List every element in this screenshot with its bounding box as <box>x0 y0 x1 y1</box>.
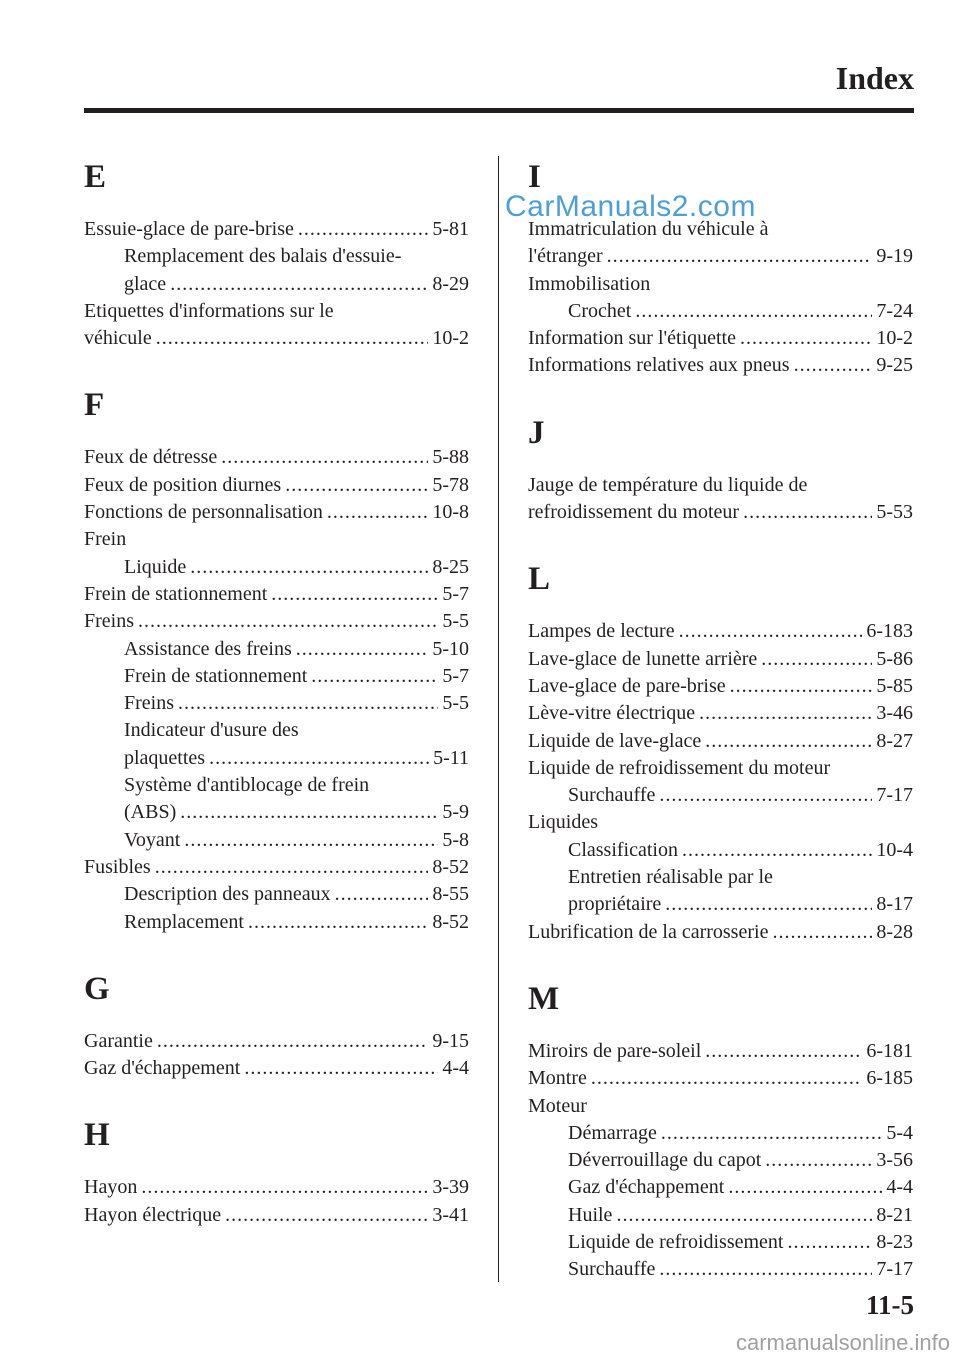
entry-page-ref: 10-4 <box>876 838 913 861</box>
index-subentry <box>84 271 469 298</box>
section-letter: L <box>528 561 551 598</box>
page-title: Index <box>835 60 914 96</box>
entry-text: Assistance des freins <box>124 637 292 660</box>
dot-leader <box>772 919 872 946</box>
index-entry <box>528 728 913 755</box>
entry-page-ref: 8-21 <box>876 1203 913 1226</box>
entry-text: Description des panneaux <box>124 883 331 906</box>
entry-page-ref: 3-41 <box>432 1203 469 1226</box>
dot-leader <box>248 909 428 936</box>
dot-leader <box>141 1174 428 1201</box>
entry-page-ref: 9-25 <box>876 354 913 377</box>
section-letter: J <box>528 414 545 451</box>
index-subentry <box>528 1202 913 1229</box>
entry-page-ref: 8-52 <box>432 910 469 933</box>
index-section-l <box>528 526 913 946</box>
index-entry <box>84 298 469 325</box>
entry-text: Fusibles <box>84 855 151 878</box>
entry-page-ref: 7-17 <box>876 784 913 807</box>
dot-leader <box>679 618 863 645</box>
index-entry <box>84 854 469 881</box>
dot-leader <box>271 581 438 608</box>
index-entry <box>84 581 469 608</box>
entry-page-ref: 5-11 <box>433 746 469 769</box>
index-entry <box>528 243 913 270</box>
entry-page-ref: 8-52 <box>432 855 469 878</box>
index-section-m <box>528 946 913 1284</box>
section-letter: F <box>84 387 105 424</box>
dot-leader <box>178 690 438 717</box>
index-entry <box>84 526 469 553</box>
dot-leader <box>635 298 872 325</box>
entry-text: Déverrouillage du capot <box>568 1149 762 1172</box>
entry-page-ref: 9-19 <box>876 245 913 268</box>
watermark-footer: carmanualsonline.info <box>735 1330 950 1355</box>
dot-leader <box>661 1120 883 1147</box>
index-entry <box>528 755 913 782</box>
dot-leader <box>157 1028 428 1055</box>
entry-text: plaquettes <box>124 746 206 769</box>
dot-leader <box>743 499 872 526</box>
entry-text: Liquide de lave-glace <box>528 729 702 752</box>
entry-page-ref: 4-4 <box>442 1057 469 1080</box>
entry-text: Jauge de température du liquide de <box>528 473 808 496</box>
entry-text: Remplacement <box>124 910 244 933</box>
section-letter: M <box>528 980 560 1017</box>
entry-text: Freins <box>124 692 174 715</box>
index-subentry <box>528 864 913 891</box>
index-entry <box>528 1093 913 1120</box>
dot-leader <box>170 271 428 298</box>
index-entry <box>84 1055 469 1082</box>
index-subentry <box>84 663 469 690</box>
entry-text: Lave-glace de lunette arrière <box>528 647 758 670</box>
index-entry <box>528 673 913 700</box>
index-entry <box>528 271 913 298</box>
dot-leader <box>659 782 872 809</box>
entry-text: Lampes de lecture <box>528 620 675 643</box>
entry-text: Feux de position diurnes <box>84 473 282 496</box>
dot-leader <box>665 891 872 918</box>
dot-leader <box>221 444 428 471</box>
entry-text: Remplacement des balais d'essuie- <box>124 245 402 268</box>
entry-text: Montre <box>528 1067 587 1090</box>
entry-page-ref: 5-5 <box>442 610 469 633</box>
index-entry <box>84 216 469 243</box>
entry-text: Informations relatives aux pneus <box>528 354 790 377</box>
dot-leader <box>298 216 428 243</box>
entry-page-ref: 3-56 <box>876 1149 913 1172</box>
index-subentry <box>84 745 469 772</box>
index-entry <box>528 499 913 526</box>
index-entry <box>84 1028 469 1055</box>
dot-leader <box>794 352 873 379</box>
entry-text: Entretien réalisable par le <box>568 866 773 889</box>
entry-page-ref: 8-25 <box>432 555 469 578</box>
index-subentry <box>528 298 913 325</box>
dot-leader <box>705 728 872 755</box>
entry-page-ref: 3-46 <box>876 702 913 725</box>
index-subentry <box>528 1229 913 1256</box>
section-spacer <box>84 936 469 962</box>
index-subentry <box>84 554 469 581</box>
entry-page-ref: 10-8 <box>432 501 469 524</box>
entry-text: glace <box>124 272 167 295</box>
entry-page-ref: 8-23 <box>876 1231 913 1254</box>
entry-text: Feux de détresse <box>84 446 218 469</box>
index-subentry <box>528 1174 913 1201</box>
dot-leader <box>730 673 873 700</box>
index-subentry <box>84 909 469 936</box>
dot-leader <box>180 799 438 826</box>
index-entry <box>84 444 469 471</box>
entry-text: Gaz d'échappement <box>568 1176 725 1199</box>
entry-text: Freins <box>84 610 134 633</box>
section-letter: E <box>84 159 107 195</box>
dot-leader <box>156 325 429 352</box>
entry-text: Surchauffe <box>568 1258 656 1281</box>
index-entry <box>528 700 913 727</box>
dot-leader <box>591 1065 862 1092</box>
index-subentry <box>528 891 913 918</box>
entry-text: Liquide de refroidissement <box>568 1231 784 1254</box>
page-number: 11-5 <box>865 1290 914 1320</box>
entry-page-ref: 8-55 <box>432 883 469 906</box>
entry-text: véhicule <box>84 327 152 350</box>
entry-text: Immobilisation <box>528 272 651 295</box>
entry-text: Indicateur d'usure des <box>124 719 299 742</box>
dot-leader <box>705 1038 862 1065</box>
entry-text: Liquides <box>528 811 598 834</box>
entry-page-ref: 5-86 <box>876 647 913 670</box>
entry-text: Gaz d'échappement <box>84 1057 241 1080</box>
index-subentry <box>528 1147 913 1174</box>
entry-text: Information sur l'étiquette <box>528 327 736 350</box>
index-subentry <box>84 717 469 744</box>
index-subentry <box>528 1120 913 1147</box>
index-section-f <box>84 352 469 935</box>
entry-text: Crochet <box>568 299 632 322</box>
watermark-logo: CarManuals2.com <box>505 190 756 223</box>
index-entry <box>528 325 913 352</box>
index-entry <box>528 618 913 645</box>
entry-page-ref: 5-5 <box>442 692 469 715</box>
entry-text: Etiquettes d'informations sur le <box>84 299 334 322</box>
entry-page-ref: 5-7 <box>442 582 469 605</box>
section-spacer <box>528 526 913 552</box>
section-spacer <box>528 946 913 972</box>
entry-text: refroidissement du moteur <box>528 501 740 524</box>
index-entry <box>84 325 469 352</box>
dot-leader <box>225 1202 428 1229</box>
dot-leader <box>607 243 873 270</box>
entry-page-ref: 3-39 <box>432 1176 469 1199</box>
entry-page-ref: 6-183 <box>866 620 913 643</box>
index-subentry <box>84 881 469 908</box>
entry-page-ref: 8-17 <box>876 893 913 916</box>
entry-page-ref: 7-17 <box>876 1258 913 1281</box>
dot-leader <box>296 636 429 663</box>
index-entry <box>84 499 469 526</box>
index-entry <box>84 472 469 499</box>
entry-page-ref: 5-81 <box>432 218 469 240</box>
dot-leader <box>285 472 428 499</box>
section-spacer <box>84 352 469 378</box>
entry-page-ref: 8-28 <box>876 920 913 943</box>
dot-leader <box>335 881 429 908</box>
dot-leader <box>311 663 438 690</box>
entry-text: Frein de stationnement <box>84 582 268 605</box>
entry-page-ref: 5-8 <box>442 828 469 851</box>
entry-text: Voyant <box>124 828 181 851</box>
index-subentry <box>84 636 469 663</box>
entry-page-ref: 5-85 <box>876 674 913 697</box>
entry-text: Hayon électrique <box>84 1203 222 1226</box>
entry-text: Garantie <box>84 1029 153 1052</box>
entry-page-ref: 5-7 <box>442 664 469 687</box>
entry-page-ref: 9-15 <box>432 1029 469 1052</box>
entry-page-ref: 5-53 <box>876 501 913 524</box>
entry-page-ref: 4-4 <box>886 1176 913 1199</box>
section-spacer <box>528 380 913 406</box>
entry-page-ref: 5-4 <box>886 1121 913 1144</box>
index-subentry <box>528 782 913 809</box>
entry-text: Liquide <box>124 555 187 578</box>
entry-text: Lave-glace de pare-brise <box>528 674 726 697</box>
entry-text: Surchauffe <box>568 784 656 807</box>
dot-leader <box>740 325 872 352</box>
index-entry <box>528 919 913 946</box>
dot-leader <box>327 499 428 526</box>
index-entry <box>528 352 913 379</box>
index-column-right <box>528 150 913 1284</box>
entry-page-ref: 7-24 <box>876 299 913 322</box>
entry-text: Démarrage <box>568 1121 657 1144</box>
index-subentry <box>528 1256 913 1283</box>
index-subentry <box>84 799 469 826</box>
entry-text: Miroirs de pare-soleil <box>528 1039 702 1062</box>
entry-page-ref: 8-27 <box>876 729 913 752</box>
entry-page-ref: 10-2 <box>432 327 469 350</box>
section-letter: G <box>84 970 110 1007</box>
entry-text: Essuie-glace de pare-brise <box>84 218 294 240</box>
index-section-i <box>528 150 913 380</box>
index-entry <box>528 646 913 673</box>
index-section-h <box>84 1082 469 1229</box>
entry-page-ref: 8-29 <box>432 272 469 295</box>
entry-text: Lève-vitre électrique <box>528 702 696 725</box>
entry-text: Hayon <box>84 1176 138 1199</box>
entry-text: Lubrification de la carrosserie <box>528 920 769 943</box>
index-entry <box>528 809 913 836</box>
dot-leader <box>155 854 429 881</box>
entry-page-ref: 10-2 <box>876 327 913 350</box>
dot-leader <box>184 827 438 854</box>
dot-leader <box>244 1055 438 1082</box>
entry-text: Moteur <box>528 1094 587 1117</box>
dot-leader <box>765 1147 872 1174</box>
entry-page-ref: 5-9 <box>442 801 469 824</box>
dot-leader <box>616 1202 872 1229</box>
entry-text: Fonctions de personnalisation <box>84 501 323 524</box>
dot-leader <box>138 608 438 635</box>
dot-leader <box>728 1174 882 1201</box>
entry-text: Immatriculation du véhicule à <box>528 218 769 240</box>
entry-text: Huile <box>568 1203 613 1226</box>
dot-leader <box>209 745 429 772</box>
index-subentry <box>84 772 469 799</box>
entry-page-ref: 5-88 <box>432 446 469 469</box>
index-subentry <box>528 837 913 864</box>
index-section-g <box>84 936 469 1083</box>
entry-text: Classification <box>568 838 678 861</box>
dot-leader <box>659 1256 872 1283</box>
index-entry <box>528 1065 913 1092</box>
section-spacer <box>84 1082 469 1108</box>
dot-leader <box>788 1229 873 1256</box>
entry-text: propriétaire <box>568 893 662 916</box>
entry-text: Système d'antiblocage de frein <box>124 774 370 797</box>
entry-page-ref: 5-10 <box>432 637 469 660</box>
index-entry <box>84 1174 469 1201</box>
dot-leader <box>190 554 428 581</box>
dot-leader <box>682 837 872 864</box>
dot-leader <box>699 700 872 727</box>
dot-leader <box>761 646 872 673</box>
index-section-e <box>84 150 469 352</box>
index-subentry <box>84 827 469 854</box>
entry-text: l'étranger <box>528 245 603 268</box>
entry-text: Frein de stationnement <box>124 664 308 687</box>
entry-text: Liquide de refroidissement du moteur <box>528 756 831 779</box>
column-divider <box>498 156 499 1282</box>
index-subentry <box>84 690 469 717</box>
entry-page-ref: 6-181 <box>866 1039 913 1062</box>
index-entry <box>84 608 469 635</box>
index-subentry <box>84 243 469 270</box>
entry-page-ref: 5-78 <box>432 473 469 496</box>
entry-text: Frein <box>84 528 127 551</box>
index-entry <box>84 1202 469 1229</box>
section-letter: H <box>84 1117 110 1154</box>
index-entry <box>528 472 913 499</box>
index-entry <box>528 1038 913 1065</box>
entry-text: (ABS) <box>124 801 177 824</box>
section-letter: I <box>528 159 541 195</box>
header-divider <box>84 108 914 113</box>
index-column-left <box>84 150 469 1229</box>
index-section-j <box>528 380 913 527</box>
entry-page-ref: 6-185 <box>866 1067 913 1090</box>
